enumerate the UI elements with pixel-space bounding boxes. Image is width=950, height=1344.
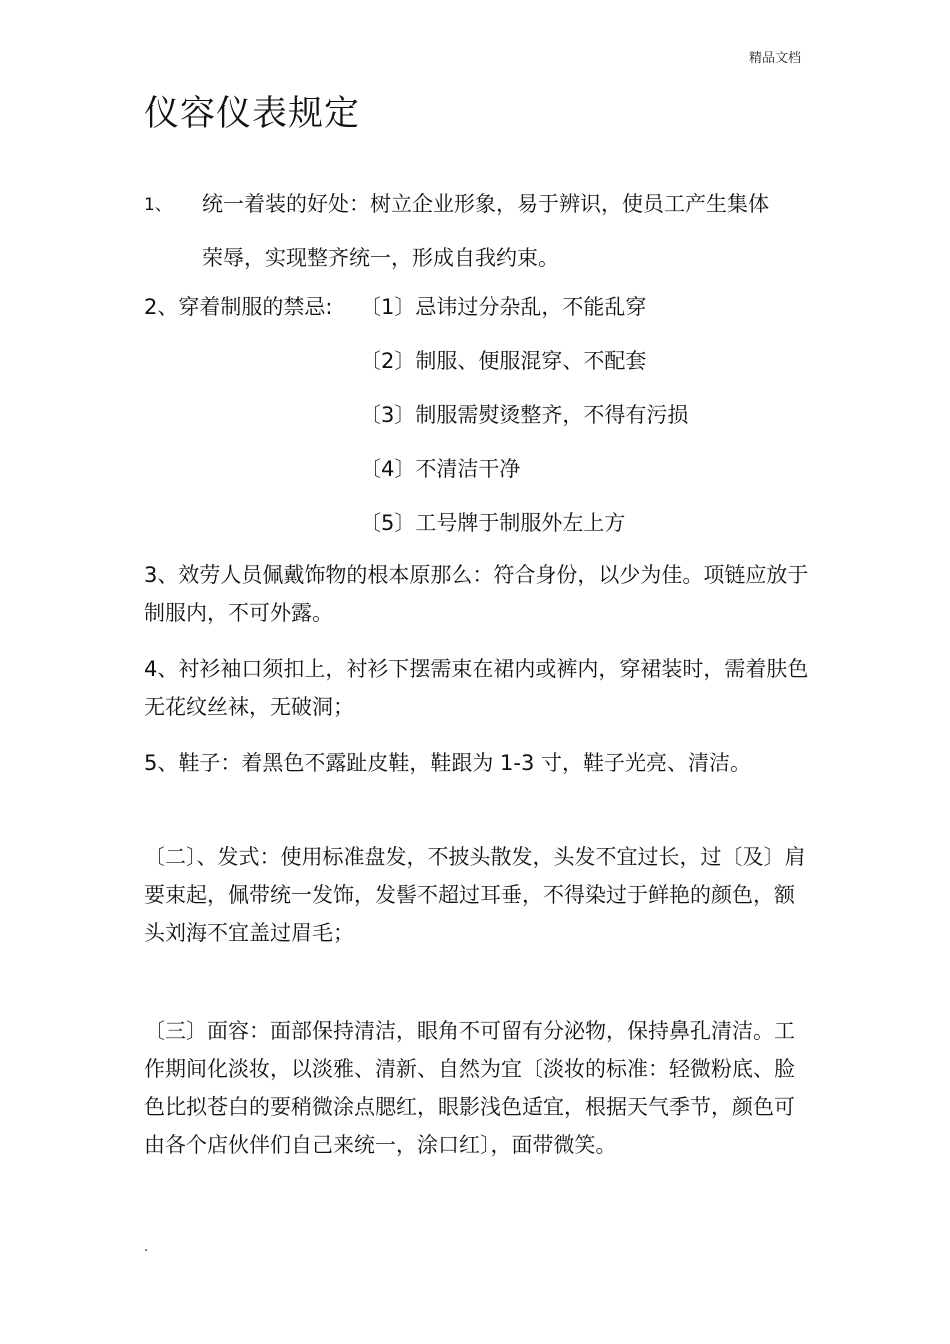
item-4-text: 4、衬衫袖口须扣上，衬衫下摆需束在裙内或裤内，穿裙装时，需着肤色无花纹丝袜，无破洞； xyxy=(144,657,809,719)
section-hair: 〔二〕、发式：使用标准盘发，不披头散发，头发不宜过长，过〔及〕肩要束起，佩带统一发饰，发髻不超过耳垂，不得染过于鲜艳的颜色，额头刘海不宜盖过眉毛； xyxy=(144,845,806,945)
item-2-sub-2: 〔2〕制服、便服混穿、不配套 xyxy=(360,349,647,373)
footer-dot: . xyxy=(144,1240,149,1255)
item-2-sub-3: 〔3〕制服需熨烫整齐，不得有污损 xyxy=(360,403,689,427)
header-mark: 精品文档 xyxy=(749,51,802,66)
item-2-sub-1: 〔1〕忌讳过分杂乱，不能乱穿 xyxy=(360,295,647,319)
item-1-line-1: 统一着装的好处：树立企业形象，易于辨识，使员工产生集体 xyxy=(202,192,769,216)
item-3-text: 3、效劳人员佩戴饰物的根本原那么：符合身份，以少为佳。项链应放于制服内，不可外露。 xyxy=(144,563,809,625)
item-2-sub-5: 〔5〕工号牌于制服外左上方 xyxy=(360,511,626,535)
item-1-number: 1、 xyxy=(144,195,172,215)
page-title: 仪容仪表规定 xyxy=(144,94,361,134)
item-5-text: 5、鞋子：着黑色不露趾皮鞋，鞋跟为 1-3 寸，鞋子光亮、清洁。 xyxy=(144,751,752,775)
item-1-line-2: 荣辱，实现整齐统一，形成自我约束。 xyxy=(202,246,559,270)
section-face: 〔三〕面容：面部保持清洁，眼角不可留有分泌物，保持鼻孔清洁。工作期间化淡妆，以淡雅、清新、自然为宜〔淡妆的标准：轻微粉底、脸色比拟苍白的要稍微涂点腮红，眼影浅色适宜，根据天气季节，颜色可由各个店伙伴们自己来统一，涂口红〕，面带微笑。 xyxy=(144,1019,795,1157)
item-2-lead: 2、穿着制服的禁忌: xyxy=(144,295,333,319)
item-2-sub-4: 〔4〕不清洁干净 xyxy=(360,457,521,481)
